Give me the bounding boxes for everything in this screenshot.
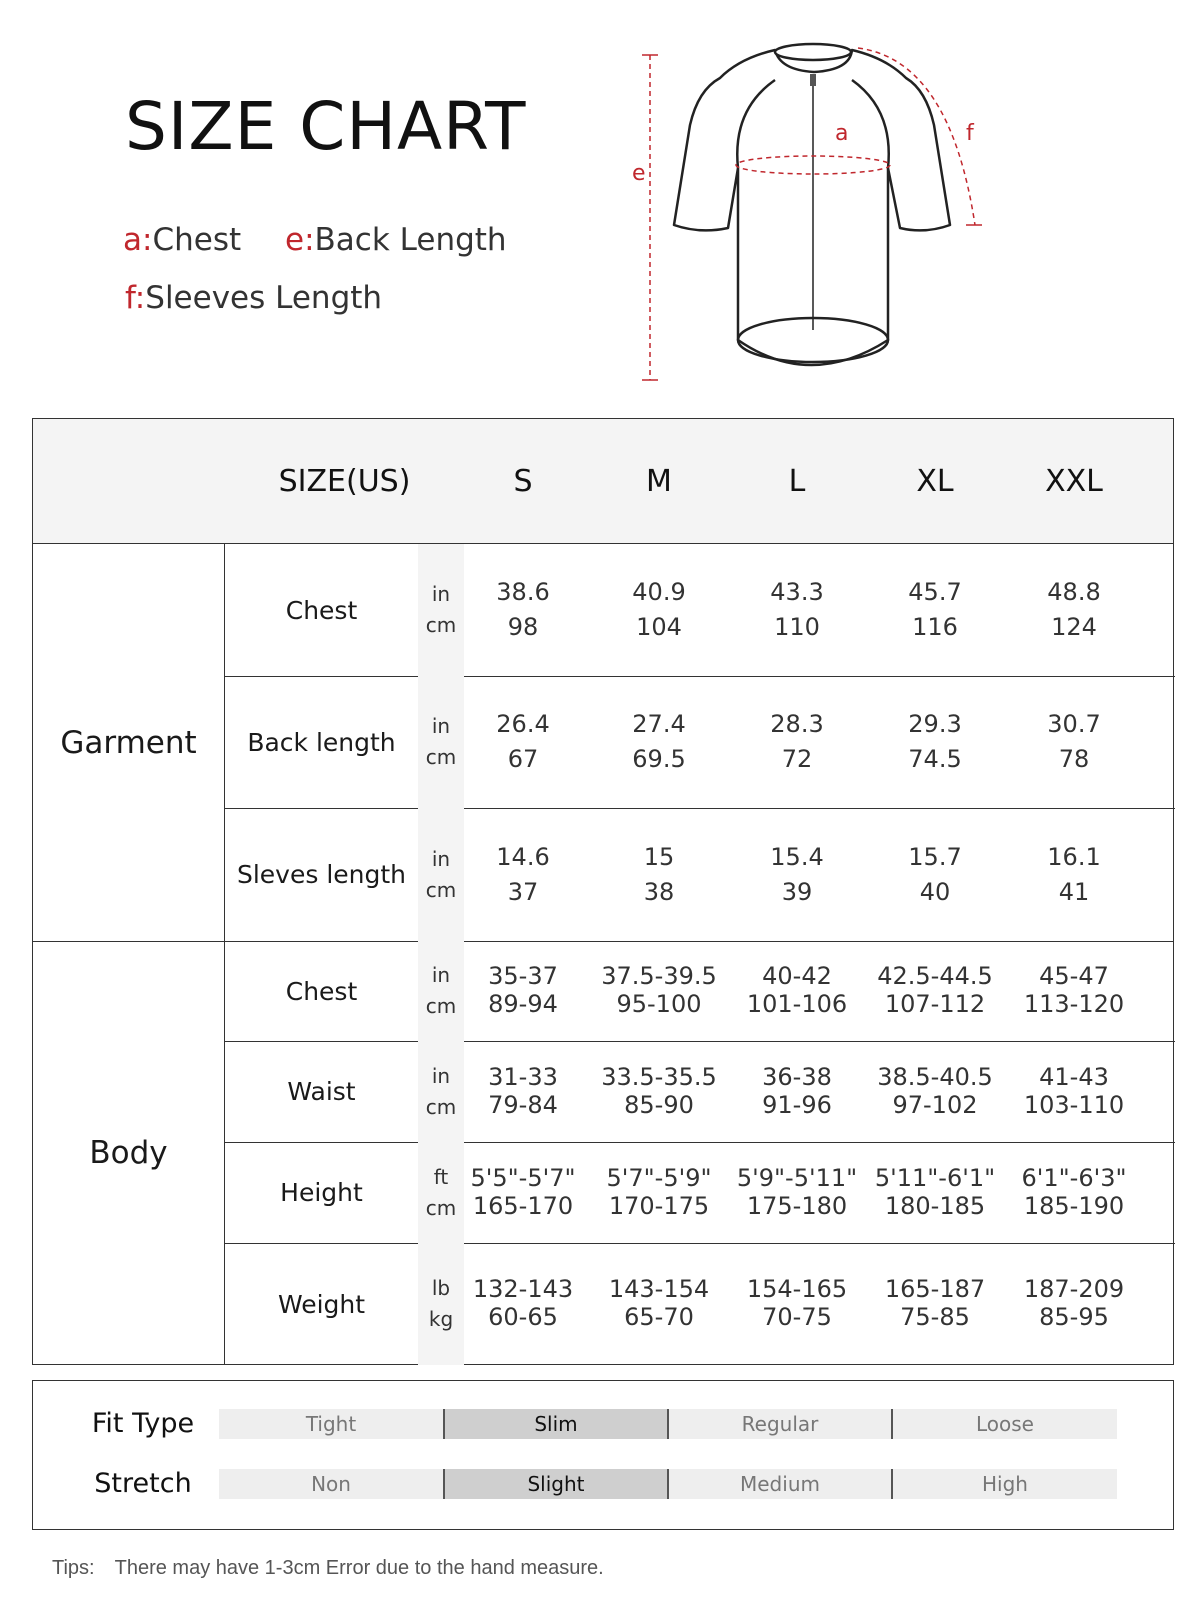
value-in: 6'1"-6'3" bbox=[1021, 1163, 1127, 1192]
unit: cm bbox=[425, 877, 457, 902]
value-in: 35-37 bbox=[488, 962, 558, 991]
row-label: Back length bbox=[247, 727, 396, 757]
table-row bbox=[225, 1142, 1175, 1243]
jersey-outline bbox=[674, 50, 950, 365]
value-cell bbox=[453, 1243, 593, 1365]
legend-chest bbox=[123, 222, 241, 258]
stretch-option-non: Non bbox=[219, 1469, 443, 1499]
value-in: 132-143 bbox=[472, 1275, 574, 1304]
value-cell bbox=[865, 808, 1005, 941]
value-in: 143-154 bbox=[608, 1275, 710, 1304]
unit: cm bbox=[425, 745, 457, 769]
size-s: S bbox=[513, 464, 533, 499]
value-cm: 101-106 bbox=[746, 990, 848, 1018]
value-cell bbox=[727, 1142, 867, 1243]
value-in: 38.6 bbox=[496, 578, 550, 607]
value-cm: 39 bbox=[781, 877, 813, 906]
row-label: Chest bbox=[285, 976, 358, 1006]
value-cm: 85-90 bbox=[624, 1090, 694, 1119]
group-body: Body bbox=[33, 941, 225, 1365]
value-cell bbox=[589, 1243, 729, 1365]
size-xl: XL bbox=[916, 464, 954, 499]
value-cm: 65-70 bbox=[624, 1303, 694, 1331]
value-cm: 110 bbox=[774, 613, 820, 641]
row-label: Weight bbox=[277, 1289, 366, 1319]
legend-sleeves-length bbox=[125, 280, 382, 316]
fit-option-loose: Loose bbox=[893, 1409, 1117, 1439]
unit: cm bbox=[425, 613, 457, 637]
value-cm: 41 bbox=[1058, 877, 1090, 906]
value-in: 45-47 bbox=[1039, 962, 1109, 991]
stretch-option-high: High bbox=[893, 1469, 1117, 1499]
legend-back-length bbox=[285, 222, 507, 258]
fit-table bbox=[32, 1380, 1174, 1530]
row-label: Chest bbox=[285, 595, 358, 625]
value-cm: 98 bbox=[507, 613, 539, 641]
value-in: 26.4 bbox=[496, 710, 550, 739]
value-cell bbox=[453, 544, 593, 676]
value-in: 16.1 bbox=[1047, 842, 1101, 871]
value-cm: 107-112 bbox=[884, 990, 986, 1018]
value-cell bbox=[589, 544, 729, 676]
value-in: 187-209 bbox=[1023, 1275, 1125, 1304]
value-cm: 124 bbox=[1051, 613, 1097, 641]
jersey-diagram bbox=[620, 30, 1020, 400]
stretch-label: Stretch bbox=[94, 1467, 192, 1499]
value-cm: 113-120 bbox=[1023, 990, 1125, 1018]
value-cm: 72 bbox=[781, 745, 813, 773]
value-cm: 175-180 bbox=[746, 1191, 848, 1220]
value-cell bbox=[1004, 1142, 1144, 1243]
value-in: 5'9"-5'11" bbox=[736, 1163, 858, 1192]
value-in: 30.7 bbox=[1047, 710, 1101, 739]
unit: cm bbox=[425, 994, 457, 1018]
value-in: 15.7 bbox=[908, 842, 962, 871]
table-row bbox=[225, 1243, 1175, 1365]
value-cell bbox=[727, 676, 867, 808]
value-cm: 60-65 bbox=[488, 1303, 558, 1331]
group-garment: Garment bbox=[33, 544, 225, 941]
tips-note bbox=[52, 1557, 604, 1580]
value-in: 27.4 bbox=[632, 710, 686, 739]
value-in: 15.4 bbox=[770, 842, 824, 871]
unit: lb bbox=[431, 1276, 451, 1300]
unit: in bbox=[431, 963, 451, 987]
legend-key: a: bbox=[123, 222, 153, 258]
table-row bbox=[225, 941, 1175, 1041]
value-in: 31-33 bbox=[488, 1062, 558, 1091]
unit: in bbox=[431, 582, 451, 606]
value-in: 43.3 bbox=[770, 578, 824, 607]
value-cm: 70-75 bbox=[762, 1303, 832, 1331]
row-label: Height bbox=[280, 1178, 363, 1207]
row-label: Sleves length bbox=[236, 860, 407, 889]
table-row bbox=[225, 676, 1175, 808]
table-row bbox=[225, 544, 1175, 676]
value-cell bbox=[727, 808, 867, 941]
value-cm: 75-85 bbox=[900, 1303, 970, 1331]
value-in: 36-38 bbox=[762, 1062, 832, 1091]
size-us-header: SIZE(US) bbox=[278, 464, 411, 499]
value-cell bbox=[1004, 1243, 1144, 1365]
value-cell bbox=[865, 941, 1005, 1041]
value-in: 37.5-39.5 bbox=[601, 962, 717, 991]
size-m: M bbox=[646, 464, 672, 499]
value-cm: 85-95 bbox=[1039, 1303, 1109, 1331]
value-cm: 78 bbox=[1058, 745, 1090, 773]
legend-text: Sleeves Length bbox=[145, 280, 383, 316]
value-in: 45.7 bbox=[908, 578, 962, 607]
unit: kg bbox=[428, 1307, 454, 1331]
value-cell bbox=[453, 676, 593, 808]
fit-type-label: Fit Type bbox=[91, 1407, 195, 1439]
value-cell bbox=[865, 1142, 1005, 1243]
value-cm: 89-94 bbox=[488, 990, 558, 1018]
value-cell bbox=[453, 808, 593, 941]
label-a: a bbox=[835, 121, 849, 146]
value-cell bbox=[727, 1041, 867, 1142]
value-cell bbox=[1004, 1041, 1144, 1142]
value-cell bbox=[589, 941, 729, 1041]
value-cell bbox=[865, 544, 1005, 676]
value-cell bbox=[865, 1041, 1005, 1142]
value-cell bbox=[727, 1243, 867, 1365]
value-cell bbox=[865, 1243, 1005, 1365]
value-cm: 38 bbox=[643, 877, 675, 906]
value-cm: 97-102 bbox=[892, 1090, 978, 1119]
value-in: 29.3 bbox=[908, 710, 962, 739]
unit: cm bbox=[425, 1094, 457, 1119]
value-cell bbox=[727, 544, 867, 676]
collar bbox=[775, 44, 851, 60]
legend-text: Back Length bbox=[314, 222, 507, 258]
label-e: e bbox=[632, 161, 646, 186]
tips-label: Tips: bbox=[52, 1557, 95, 1579]
size-xxl: XXL bbox=[1045, 464, 1103, 499]
value-cell bbox=[453, 1142, 593, 1243]
value-cm: 37 bbox=[507, 877, 539, 906]
fit-option-tight: Tight bbox=[219, 1409, 443, 1439]
value-in: 41-43 bbox=[1039, 1062, 1109, 1091]
value-cm: 79-84 bbox=[488, 1090, 558, 1119]
value-cm: 165-170 bbox=[472, 1191, 574, 1220]
label-f: f bbox=[966, 121, 974, 146]
value-cm: 74.5 bbox=[908, 745, 962, 773]
value-cm: 104 bbox=[636, 613, 682, 641]
fit-option-slim: Slim bbox=[445, 1409, 667, 1439]
value-cell bbox=[589, 1142, 729, 1243]
value-cm: 180-185 bbox=[884, 1191, 986, 1220]
value-in: 14.6 bbox=[496, 842, 550, 871]
value-cell bbox=[865, 676, 1005, 808]
table-row bbox=[225, 1041, 1175, 1142]
table-row bbox=[225, 808, 1175, 941]
value-in: 40-42 bbox=[762, 962, 832, 991]
stretch-option-medium: Medium bbox=[669, 1469, 891, 1499]
value-cm: 67 bbox=[507, 745, 539, 773]
legend-key: e: bbox=[285, 222, 315, 258]
value-cm: 69.5 bbox=[632, 745, 686, 773]
back-length-measure bbox=[642, 55, 658, 380]
unit: ft bbox=[433, 1164, 449, 1189]
stretch-option-slight: Slight bbox=[445, 1469, 667, 1499]
tips-text: There may have 1-3cm Error due to the hand measure. bbox=[114, 1557, 604, 1579]
value-in: 33.5-35.5 bbox=[601, 1062, 717, 1091]
value-in: 38.5-40.5 bbox=[877, 1062, 993, 1091]
unit: in bbox=[431, 1063, 451, 1088]
value-cm: 103-110 bbox=[1023, 1090, 1125, 1119]
value-cell bbox=[589, 1041, 729, 1142]
value-cell bbox=[589, 676, 729, 808]
value-cell bbox=[453, 1041, 593, 1142]
value-cm: 170-175 bbox=[608, 1191, 710, 1220]
value-cm: 40 bbox=[919, 877, 951, 906]
value-in: 165-187 bbox=[884, 1275, 986, 1304]
unit: in bbox=[431, 714, 451, 738]
value-in: 5'7"-5'9" bbox=[606, 1163, 712, 1192]
value-in: 28.3 bbox=[770, 710, 824, 739]
value-cm: 91-96 bbox=[762, 1090, 832, 1119]
value-cm: 95-100 bbox=[616, 990, 702, 1018]
value-in: 154-165 bbox=[746, 1275, 848, 1304]
legend-key: f: bbox=[125, 280, 146, 316]
value-cell bbox=[453, 941, 593, 1041]
page-title: SIZE CHART bbox=[125, 88, 527, 165]
value-in: 48.8 bbox=[1047, 578, 1101, 607]
value-cm: 116 bbox=[912, 613, 958, 641]
fit-option-regular: Regular bbox=[669, 1409, 891, 1439]
value-in: 5'11"-6'1" bbox=[874, 1163, 996, 1192]
value-in: 15 bbox=[643, 842, 675, 871]
legend-text: Chest bbox=[152, 222, 242, 258]
unit: cm bbox=[425, 1195, 457, 1220]
value-in: 42.5-44.5 bbox=[877, 962, 993, 991]
value-cell bbox=[1004, 941, 1144, 1041]
value-cell bbox=[727, 941, 867, 1041]
value-in: 5'5"-5'7" bbox=[470, 1163, 576, 1192]
value-cell bbox=[1004, 808, 1144, 941]
value-in: 40.9 bbox=[632, 578, 686, 607]
unit: in bbox=[431, 846, 451, 871]
size-l: L bbox=[788, 464, 806, 499]
value-cell bbox=[589, 808, 729, 941]
value-cm: 185-190 bbox=[1023, 1191, 1125, 1220]
value-cell bbox=[1004, 676, 1144, 808]
value-cell bbox=[1004, 544, 1144, 676]
size-table bbox=[32, 418, 1174, 1365]
row-label: Waist bbox=[287, 1077, 356, 1106]
table-header bbox=[33, 419, 1173, 544]
